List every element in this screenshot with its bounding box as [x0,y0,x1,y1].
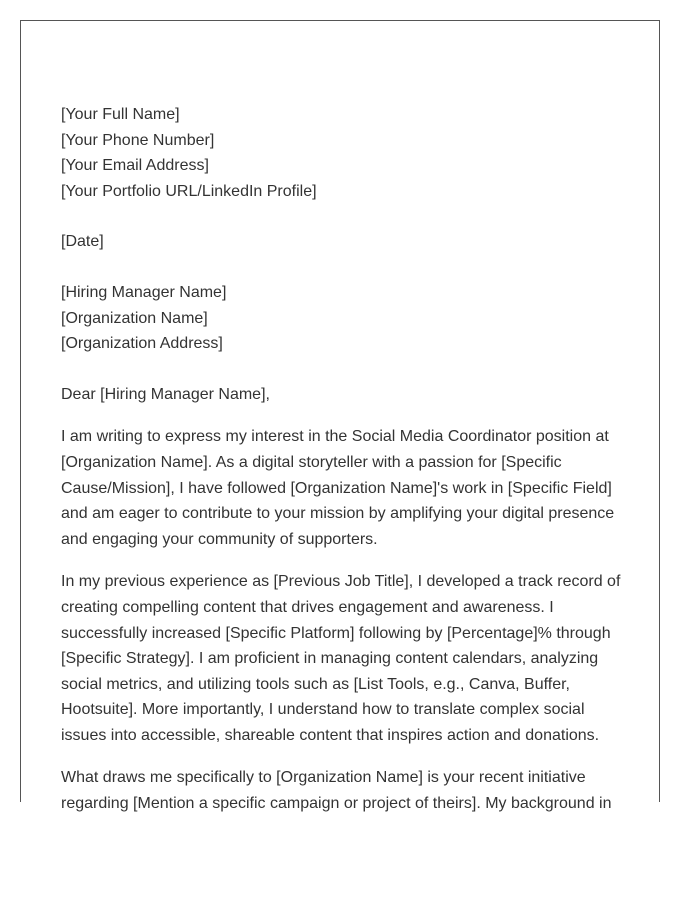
letter-page [20,20,660,813]
sender-email: [Your Email Address] [61,157,209,175]
recipient-name: [Hiring Manager Name] [61,283,227,301]
sender-name: [Your Full Name] [61,106,180,123]
sender-phone: [Your Phone Number] [61,131,215,149]
recipient-address: [Organization Address] [61,335,223,353]
letter-date: [Date] [61,233,104,251]
body-paragraph: What draws me specifically to [Organization Name] is your recent initiative regarding [Mention a specific campaign or project of theirs]. My background in [61,769,612,813]
greeting: Dear [Hiring Manager Name], [61,385,270,403]
sender-block [61,102,627,204]
recipient-organization: [Organization Name] [61,309,208,327]
recipient-block [61,280,627,357]
sender-portfolio: [Your Portfolio URL/LinkedIn Profile] [61,182,317,200]
body-paragraph: In my previous experience as [Previous Job Title], I developed a track record of creating compelling content that drives engagement and awareness. I successfully increased [Specific Platform] following by [Percentage]% through [Specific Strategy]. I am proficient in managing content calendars, analyzing social metrics, and utilizing tools such as [List Tools, e.g., Canva, Buffer, Hootsuite]. More importantly, I understand how to translate complex social issues into accessible, shareable content that inspires action and donations. [61,573,621,744]
body-paragraph: I am writing to express my interest in the Social Media Coordinator position at [Organization Name]. As a digital storyteller with a passion for [Specific Cause/Mission], I have followed [Organization Name]'s work in [Specific Field] and am eager to contribute to your mission by amplifying your digital presence and engaging your community of supporters. [61,428,615,548]
date-block [61,229,627,255]
cover-letter-body [61,102,627,834]
